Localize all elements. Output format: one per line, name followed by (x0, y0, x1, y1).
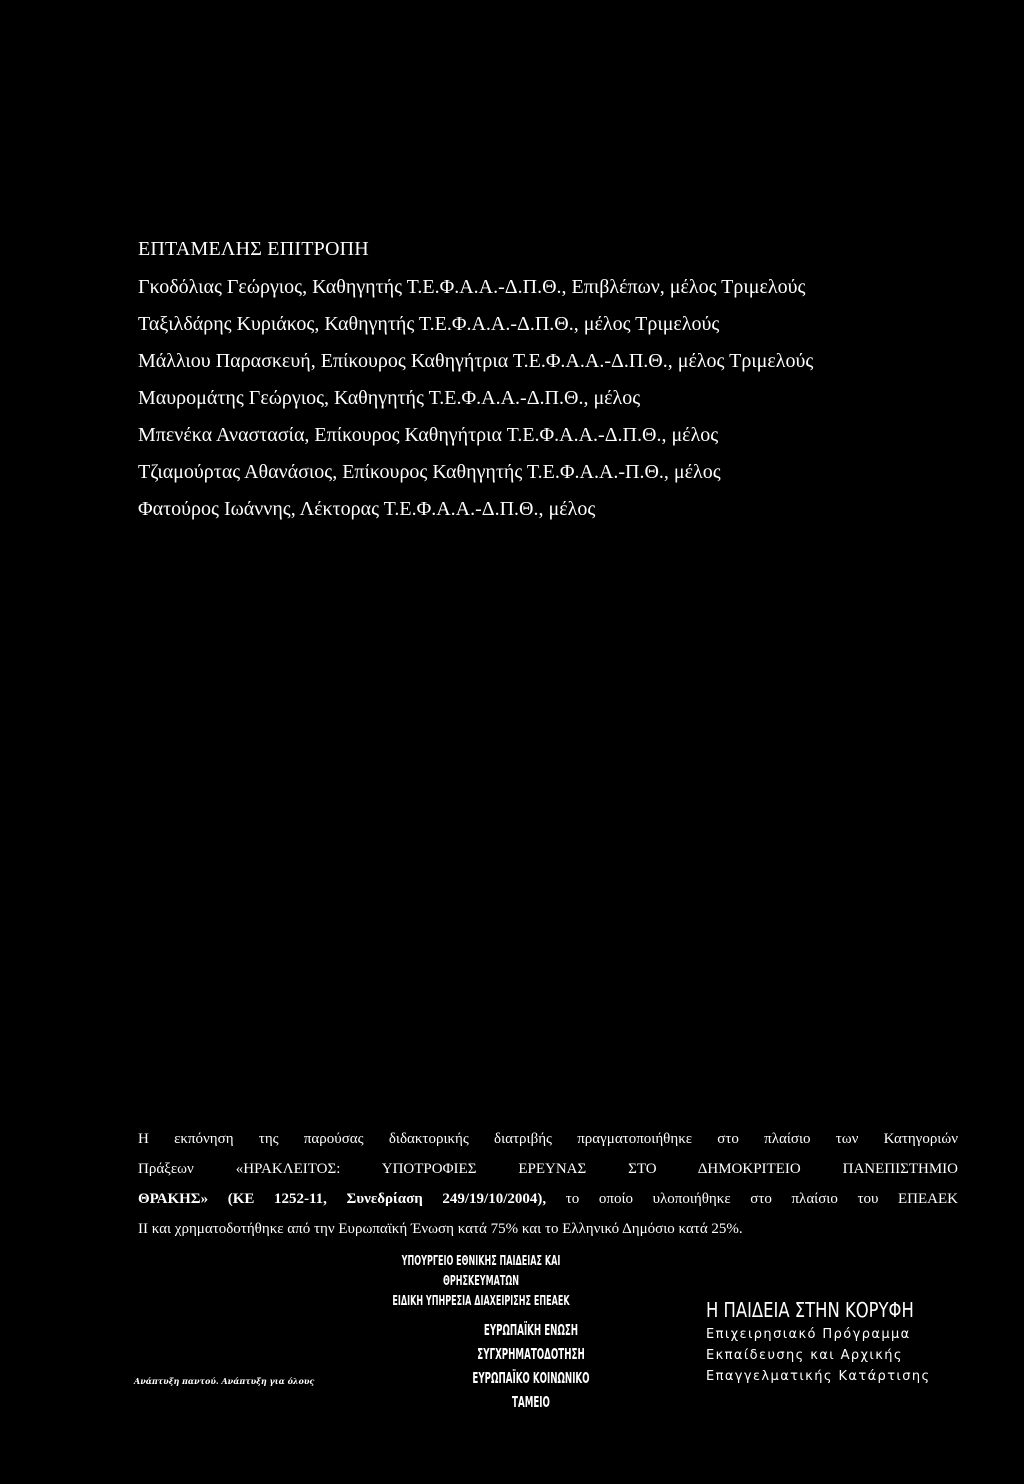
funding-statement (138, 1124, 958, 1244)
eu-name: ΕΥΡΩΠΑΪΚΗ ΕΝΩΣΗ (483, 1321, 579, 1339)
funding-line: ΙΙ και χρηματοδοτήθηκε από την Ευρωπαϊκή Ένωση κατά 75% και το Ελληνικό Δημόσιο κατά 25%. (138, 1221, 743, 1237)
funding-line (138, 1184, 958, 1214)
committee-member: Μπενέκα Αναστασία, Επίκουρος Καθηγήτρια Τ.Ε.Φ.Α.Α.-Δ.Π.Θ., μέλος (138, 424, 719, 446)
committee-member: Τζιαμούρτας Αθανάσιος, Επίκουρος Καθηγητής Τ.Ε.Φ.Α.Α.-Π.Θ., μέλος (138, 461, 721, 483)
funding-line (138, 1154, 958, 1184)
committee-section (138, 232, 998, 528)
program-title: Η ΠΑΙΔΕΙΑ ΣΤΗΝ ΚΟΡΥΦΗ (706, 1298, 914, 1322)
committee-member: Γκοδόλιας Γεώργιος, Καθηγητής Τ.Ε.Φ.Α.Α.-Δ.Π.Θ., Επιβλέπων, μέλος Τριμελούς (138, 276, 806, 298)
committee-member: Μάλλιου Παρασκευή, Επίκουρος Καθηγήτρια Τ.Ε.Φ.Α.Α.-Δ.Π.Θ., μέλος Τριμελούς (138, 350, 814, 372)
funding-line-text: Πράξεων «ΗΡΑΚΛΕΙΤΟΣ: ΥΠΟΤΡΟΦΙΕΣ ΕΡΕΥΝΑΣ ΣΤΟ ΔΗΜΟΚΡΙΤΕΙΟ ΠΑΝΕΠΙΣΤΗΜΙΟ (138, 1161, 958, 1177)
funding-line-bold: ΘΡΑΚΗΣ» (ΚΕ 1252-11, Συνεδρίαση 249/19/10/2004), (138, 1191, 547, 1207)
eu-cofunding-logo-text (467, 1318, 596, 1414)
program-line: Επιχειρησιακό Πρόγραμμα (706, 1327, 911, 1342)
ministry-logo-text (369, 1252, 593, 1312)
development-motto: Ανάπτυξη παντού. Ανάπτυξη για όλους (134, 1376, 315, 1386)
eu-fund-name: ΕΥΡΩΠΑΪΚΟ ΚΟΙΝΩΝΙΚΟ ΤΑΜΕΙΟ (472, 1369, 590, 1411)
committee-title: ΕΠΤΑΜΕΛΗΣ ΕΠΙΤΡΟΠΗ (138, 238, 369, 260)
committee-member: Ταξιλδάρης Κυριάκος, Καθηγητής Τ.Ε.Φ.Α.Α.-Δ.Π.Θ., μέλος Τριμελούς (138, 313, 720, 335)
funding-line-text: το οποίο υλοποιήθηκε στο πλαίσιο του ΕΠΕΑΕΚ (546, 1191, 958, 1207)
funding-line: Η εκπόνηση της παρούσας διδακτορικής διατριβής πραγματοποιήθηκε στο πλαίσιο των Κατηγοριών (138, 1131, 958, 1147)
program-line: Εκπαίδευσης και Αρχικής (706, 1348, 903, 1363)
program-logo-text (706, 1296, 956, 1387)
committee-member: Φατούρος Ιωάννης, Λέκτορας Τ.Ε.Φ.Α.Α.-Δ.Π.Θ., μέλος (138, 498, 596, 520)
committee-member: Μαυρομάτης Γεώργιος, Καθηγητής Τ.Ε.Φ.Α.Α.-Δ.Π.Θ., μέλος (138, 387, 641, 409)
program-line: Επαγγελματικής Κατάρτισης (706, 1369, 931, 1384)
eu-cofunding-label: ΣΥΓΧΡΗΜΑΤΟΔΟΤΗΣΗ (477, 1345, 585, 1363)
ministry-service: ΕΙΔΙΚΗ ΥΠΗΡΕΣΙΑ ΔΙΑΧΕΙΡΙΣΗΣ ΕΠΕΑΕΚ (392, 1294, 570, 1309)
ministry-name: ΥΠΟΥΡΓΕΙΟ ΕΘΝΙΚΗΣ ΠΑΙΔΕΙΑΣ ΚΑΙ ΘΡΗΣΚΕΥΜΑΤΩΝ (401, 1254, 561, 1289)
